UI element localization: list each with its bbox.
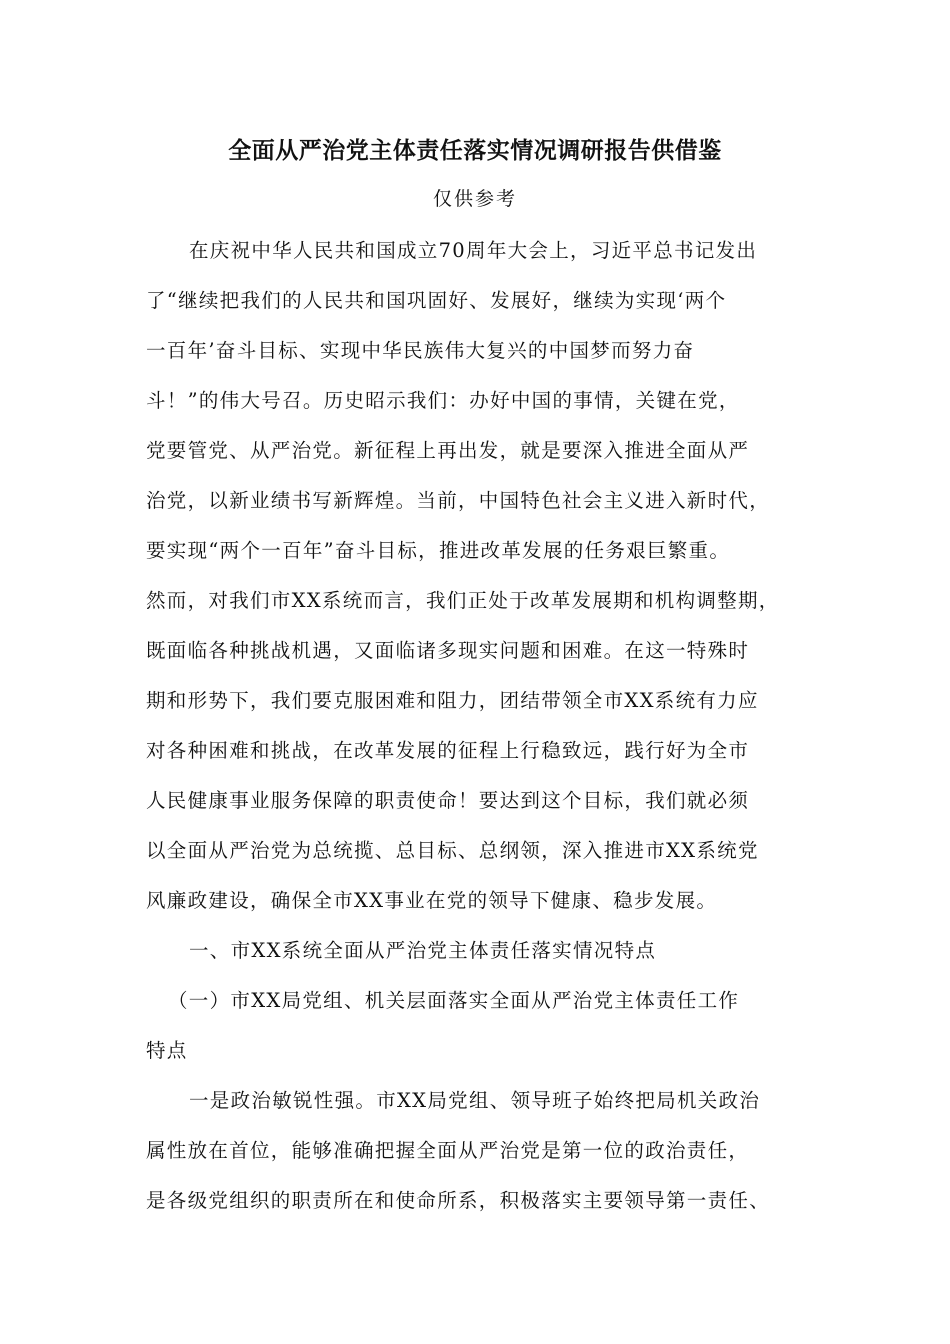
- paragraph-line: 治党，以新业绩书写新辉煌。当前，中国特色社会主义进入新时代，: [146, 489, 771, 512]
- paragraph-line: 一百年’奋斗目标、实现中华民族伟大复兴的中国梦而努力奋: [146, 339, 695, 362]
- paragraph-line: 人民健康事业服务保障的职责使命！要达到这个目标，我们就必须: [146, 789, 750, 812]
- section-heading: 一、市XX系统全面从严治党主体责任落实情况特点: [189, 939, 657, 962]
- paragraph-line: 对各种困难和挑战，在改革发展的征程上行稳致远，践行好为全市: [146, 739, 750, 762]
- paragraph-line: 在庆祝中华人民共和国成立70周年大会上，习近平总书记发出: [189, 239, 758, 262]
- paragraph-line: 既面临各种挑战机遇，又面临诸多现实问题和困难。在这一特殊时: [146, 639, 750, 662]
- paragraph-line: 一是政治敏锐性强。市XX局党组、领导班子始终把局机关政治: [189, 1089, 761, 1112]
- paragraph-line: 要实现“两个一百年”奋斗目标，推进改革发展的任务艰巨繁重。: [146, 539, 731, 562]
- paragraph-line: 斗！”的伟大号召。历史昭示我们：办好中国的事情，关键在党，: [146, 389, 740, 412]
- paragraph-line: 然而，对我们市XX系统而言，我们正处于改革发展期和机构调整期，: [146, 589, 780, 612]
- paragraph-line: 期和形势下，我们要克服困难和阻力，团结带领全市XX系统有力应: [146, 689, 759, 712]
- paragraph-line: 风廉政建设，确保全市XX事业在党的领导下健康、稳步发展。: [146, 889, 718, 912]
- paragraph-line: 是各级党组织的职责所在和使命所系，积极落实主要领导第一责任、: [146, 1189, 771, 1212]
- document-subtitle: 仅供参考: [432, 188, 517, 210]
- subsection-heading-continued: 特点: [146, 1039, 188, 1062]
- paragraph-line: 了“继续把我们的人民共和国巩固好、发展好，继续为实现‘两个: [146, 289, 727, 312]
- paragraph-line: 属性放在首位，能够准确把握全面从严治党是第一位的政治责任，: [146, 1139, 750, 1162]
- document-title: 全面从严治党主体责任落实情况调研报告供借鉴: [228, 138, 722, 164]
- paragraph-line: 以全面从严治党为总统揽、总目标、总纲领，深入推进市XX系统党: [146, 839, 759, 862]
- paragraph-line: 党要管党、从严治党。新征程上再出发，就是要深入推进全面从严: [146, 439, 750, 462]
- subsection-heading: （一）市XX局党组、机关层面落实全面从严治党主体责任工作: [168, 989, 740, 1012]
